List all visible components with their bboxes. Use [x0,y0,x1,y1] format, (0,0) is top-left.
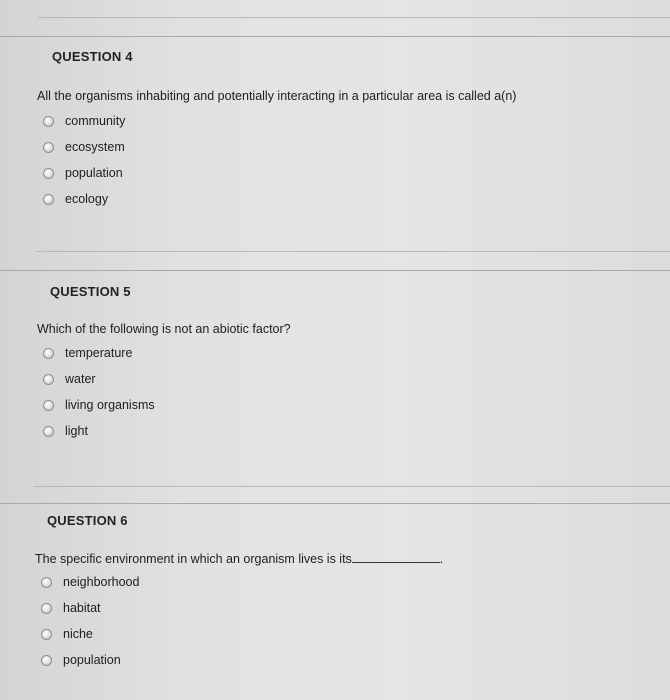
radio-button[interactable] [41,629,52,640]
radio-button[interactable] [41,603,52,614]
question-heading: QUESTION 6 [47,513,128,528]
divider [0,270,670,271]
radio-button[interactable] [43,374,54,385]
option-label: population [65,166,123,180]
divider [0,503,670,504]
answer-option[interactable] [41,651,121,669]
answer-option[interactable] [43,422,88,440]
option-label: ecology [65,192,109,206]
question-prompt-text: The specific environment in which an organism lives is its [35,552,352,566]
answer-option[interactable] [43,138,125,156]
answer-option[interactable] [43,112,125,130]
divider [34,486,670,487]
answer-option[interactable] [41,599,101,617]
question-prompt-suffix: . [439,552,444,566]
radio-button[interactable] [43,400,54,411]
radio-button[interactable] [43,142,54,153]
option-label: neighborhood [63,575,140,589]
question-prompt: Which of the following is not an abiotic factor? [37,322,291,336]
radio-button[interactable] [41,577,52,588]
answer-blank [352,552,440,563]
question-prompt: All the organisms inhabiting and potentially interacting in a particular area is called a(n) [37,89,517,103]
answer-option[interactable] [43,164,123,182]
radio-button[interactable] [43,168,54,179]
option-label: niche [63,627,93,641]
option-label: temperature [65,346,133,360]
answer-option[interactable] [43,396,155,414]
radio-button[interactable] [43,194,54,205]
answer-option[interactable] [41,573,139,591]
option-label: habitat [63,601,101,615]
radio-button[interactable] [43,348,54,359]
option-label: community [65,114,126,128]
divider [0,36,670,37]
answer-option[interactable] [41,625,93,643]
question-heading: QUESTION 5 [50,284,131,299]
option-label: light [65,424,88,438]
radio-button[interactable] [41,655,52,666]
option-label: water [65,372,96,386]
radio-button[interactable] [43,116,54,127]
answer-option[interactable] [43,344,132,362]
answer-option[interactable] [43,370,96,388]
answer-option[interactable] [43,190,108,208]
divider [36,251,670,252]
option-label: living organisms [65,398,155,412]
question-heading: QUESTION 4 [52,49,133,64]
option-label: population [63,653,121,667]
radio-button[interactable] [43,426,54,437]
question-prompt [35,552,443,566]
divider [38,17,670,18]
option-label: ecosystem [65,140,125,154]
